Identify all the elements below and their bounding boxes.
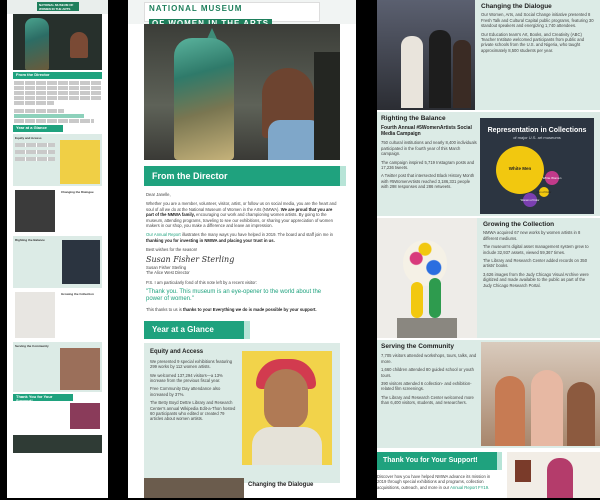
balance-section: [377, 112, 600, 216]
nana-sculpture-leg2: [429, 278, 441, 318]
thumb-text: [14, 96, 101, 100]
child-1: [495, 376, 525, 446]
adult-visitor: [314, 52, 340, 160]
community-photo[interactable]: [481, 342, 600, 446]
thanks-photo[interactable]: [507, 452, 600, 498]
community-item: The Library and Research Center welcomed more than 6,400 visitors, students, and researchers.: [381, 394, 474, 406]
dialogue-section: [377, 0, 600, 112]
thumb-collection-photo: [15, 292, 55, 338]
thumb-text: [14, 91, 101, 95]
thumb-bar-thanks: Thank You for Your Support!: [13, 394, 73, 401]
dialogue-item: Our Women, Arts, and Social Change initiative presented 8 Fresh Talk and Cultural Capital public programs, featuring 30 standout speakers and energizing 1,740 attendees.: [481, 12, 594, 29]
balance-item: 750 cultural institutions and nearly 8,400 individuals participated in the fourth year of this March campaign.: [381, 140, 477, 157]
woman-face: [264, 369, 308, 429]
community-text: [381, 344, 479, 409]
para1-bold: We are proud that you are part of the NMWA family,: [146, 206, 333, 218]
thumb-text: [14, 119, 94, 123]
collection-item: The Library and Research Center added records on 350 artists' books.: [483, 258, 588, 269]
thumb-logo: NATIONAL MUSEUM OF WOMEN IN THE ARTS: [37, 2, 79, 11]
balance-item: The campaign inspired 5,719 Instagram posts and 17,236 tweets.: [381, 159, 475, 171]
community-item: 1,660 children attended 80 guided school or youth tours.: [381, 367, 474, 378]
representation-chart: [480, 118, 594, 214]
nana-sculpture-legs: [411, 282, 423, 318]
header: [128, 0, 356, 24]
bubble-label: White Men: [508, 166, 532, 171]
greeting: Dear Janelle,: [146, 192, 171, 197]
thumb-child: [70, 32, 88, 58]
pedestal: [397, 318, 457, 338]
annual-report-fy19-link[interactable]: Annual Report FY19.: [450, 484, 490, 490]
visitor-silhouette: [547, 458, 573, 498]
para1-text: Whether you are a member, volunteer, visitor, artist, or follow us on social media, you are the heart and soul of all we do at the National Museum of Women in the Arts (NMWA).: [146, 201, 337, 212]
section-title-from-director: From the Director: [144, 166, 340, 186]
thumb-panel-equity: [13, 134, 102, 186]
thumb-panel-collection: [13, 290, 102, 340]
bubble-label: Women of Color: [520, 199, 540, 202]
dialogue-item: Our Education team's Art, Books, and Creativity (ABC) Teacher Institute welcomed participants from public and private schools from the U.S. and Nigeria, who taught approximately 8,500 students per year.: [481, 31, 585, 53]
community-item: 7,705 visitors attended workshops, tours, talks, and more.: [381, 353, 477, 364]
child-3: [567, 382, 595, 446]
signer-name: Susan Fisher Sterling: [146, 265, 187, 271]
dialogue-preview-title: Changing the Dialogue: [248, 482, 314, 488]
community-section: [377, 340, 600, 448]
dialogue-text-panel: [475, 0, 600, 110]
thumb-dialogue-title: Changing the Dialogue: [61, 190, 94, 194]
thumb-chart: [62, 240, 100, 284]
thumb-panel-dialogue: [13, 188, 102, 234]
thumb-equity-photo: [60, 140, 100, 184]
para2-bold: thanking you for investing in NMWA and placing your trust in us.: [146, 237, 275, 243]
annual-report-link[interactable]: Our Annual Report: [146, 232, 181, 238]
thumb-text: [14, 86, 101, 90]
equity-item: The Betty Boyd Dettre Library and Research Center's annual Wikipedia Edit-a-Thon hosted 60 participants who edited or created 79 articles about women artists.: [150, 400, 236, 422]
equity-item: We presented 9 special exhibitions featuring 299 works by 112 women artists.: [150, 358, 233, 370]
thumb-text: [14, 101, 54, 105]
equity-section: [144, 343, 340, 483]
thumb-panel-thanks: [13, 403, 102, 431]
newsletter-bottom: [377, 0, 600, 498]
collection-item: 3,626 images from the Judy Chicago Visual Archive were digitized and made available to the public as part of the Judy Chicago Research Portal.: [483, 271, 589, 288]
collection-photo[interactable]: [377, 218, 477, 338]
newsletter-thumbnail: [7, 0, 108, 498]
collection-text-panel: [477, 218, 600, 338]
thanks-line: [146, 307, 338, 312]
thumb-dialogue-photo: [15, 190, 55, 232]
director-letter: [128, 186, 356, 313]
collection-section: [377, 216, 600, 340]
thumb-community-photo: [60, 348, 100, 390]
thumb-panel-community: [13, 342, 102, 392]
section-title-year-at-glance: Year at a Glance: [144, 321, 244, 339]
para1-rest: encouraging our work and championing women artists. By going to the museum, attending programs, traveling to see our exhibitions, or sharing your appreciation of women makers in our shop, you make a difference and leave an impression.: [146, 212, 333, 229]
speaker-1: [401, 36, 423, 108]
visitor-quote: "Thank you. This museum is an eye-opener to the world about the power of women.": [146, 289, 322, 303]
letter-paragraph-1: [146, 201, 338, 228]
bubble-label: White Women: [542, 176, 562, 180]
logo-line-1: NATIONAL MUSEUM: [149, 4, 243, 13]
postscript: P.S. I am particularly fond of this note left by a recent visitor:: [146, 279, 257, 285]
cat-sculpture: [174, 38, 234, 160]
thumb-balance-title: Righting the Balance: [15, 238, 45, 242]
thanks-paragraph: Discover how you have helped NMWA advance its mission in 2019 through special exhibitions and programs, collection acquisitions, outreach, and more in our: [377, 474, 491, 490]
speaker-2: [429, 30, 451, 108]
thumb-cat-sculpture: [25, 18, 49, 70]
balance-item: A Twitter post that intersected Black History Month with #5WomenArtists reached 3,186,331 people with 298 responses and 286 retweets.: [381, 173, 475, 190]
signer-role: The Alice West Director: [146, 270, 190, 276]
bubble-label: Men of Color: [536, 191, 552, 194]
chart-subtitle: of major U.S. art museums: [513, 135, 561, 140]
chart-title: Representation in Collections: [487, 127, 587, 134]
dialogue-title: Changing the Dialogue: [481, 3, 552, 10]
balance-text: [381, 116, 477, 193]
child-2: [531, 370, 563, 446]
thumb-text: [15, 150, 55, 154]
thanks-plain: This thanks to us is: [146, 307, 182, 313]
thumb-collection-title: Growing the Collection: [61, 292, 94, 296]
collection-item: The museum's digital asset management system grew to include 32,937 assets, viewed 59,367 times.: [483, 244, 589, 255]
painting: [515, 460, 531, 482]
thumb-equity-title: Equity and Access: [15, 136, 42, 140]
nmwa-logo[interactable]: [144, 2, 320, 22]
closing: Best wishes for the season!: [146, 247, 198, 253]
woman-body: [252, 427, 322, 465]
thanks-title: Thank You for Your Support!: [377, 452, 497, 470]
community-item: 390 visitors attended 6 collection- and exhibition-related film screenings.: [381, 381, 472, 392]
signature: Susan Fisher Sterling: [146, 254, 235, 264]
equity-photo[interactable]: [242, 351, 332, 465]
dialogue-preview: [144, 478, 340, 498]
thumb-quote: [14, 114, 84, 118]
thumb-footer: [13, 435, 102, 453]
thumb-text: [15, 143, 55, 147]
collection-item: NMWA acquired 67 new works by women artists in 8 different mediums.: [483, 230, 581, 241]
equity-item: We welcomed 137,294 visitors—a 13% increase from the previous fiscal year.: [150, 372, 223, 383]
balance-subtitle: Fourth Annual #5WomenArtists Social Media Campaign: [381, 125, 472, 138]
representation-chart-svg: [480, 118, 594, 214]
nana-sculpture-body: [403, 240, 447, 286]
thumb-text: [14, 109, 64, 113]
speaker-3: [453, 40, 471, 108]
newsletter-top: [128, 0, 356, 498]
thanks-bold: thanks to you! Everything we do is made possible by your support.: [183, 307, 317, 313]
thumb-hero-image: [13, 14, 102, 70]
thumb-text: [14, 81, 101, 85]
community-title: Serving the Community: [381, 343, 454, 350]
equity-title: Equity and Access: [150, 348, 204, 355]
collection-title: Growing the Collection: [483, 221, 555, 228]
thumb-text: [15, 157, 55, 161]
dialogue-photo[interactable]: [377, 0, 475, 110]
equity-item: Free Community Day attendance also increased by 37%.: [150, 386, 221, 397]
thanks-text: [377, 474, 497, 490]
thumb-thanks-photo: [70, 403, 100, 429]
para2-text: illustrates the many ways you have helped in 2019. The board and staff join me in: [181, 232, 334, 238]
dialogue-preview-photo[interactable]: [144, 478, 244, 498]
balance-title: Righting the Balance: [381, 115, 446, 122]
hero-image[interactable]: [144, 24, 340, 160]
thumb-bar-year: Year at a Glance: [13, 125, 63, 132]
thumb-community-title: Serving the Community: [15, 344, 49, 348]
thumb-panel-balance: [13, 236, 102, 288]
thumb-bar-from-director: From the Director: [13, 72, 102, 79]
letter-paragraph-2: [146, 232, 338, 243]
equity-text: [144, 359, 244, 425]
thumb-header: [7, 0, 108, 14]
